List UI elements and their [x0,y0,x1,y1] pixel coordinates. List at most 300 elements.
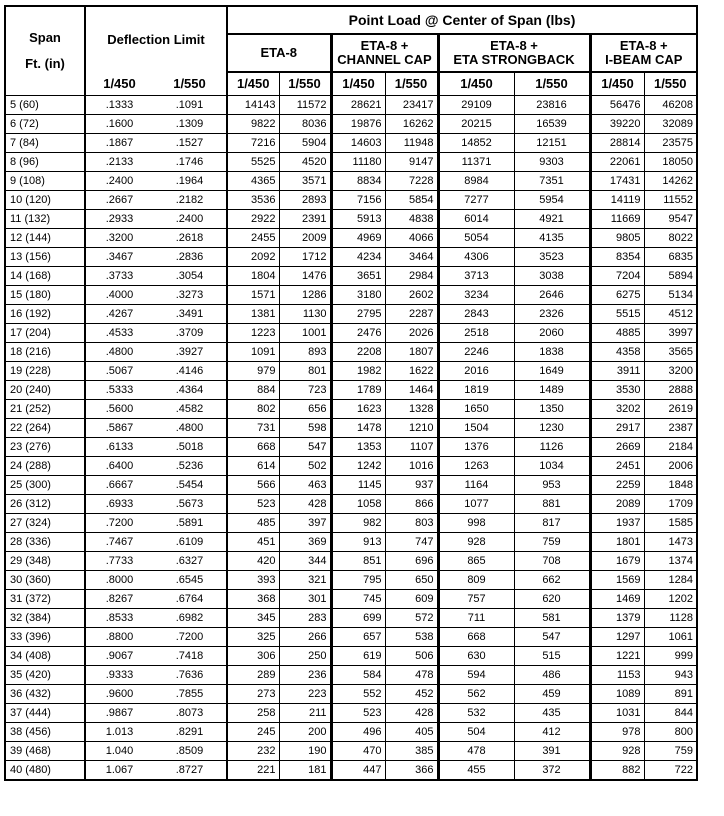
strongback-450-cell: 1819 [438,381,514,400]
table-row [5,210,697,229]
ibeam-cap-550-cell: 6835 [644,248,697,267]
channel-cap-550-cell: 1016 [385,457,438,476]
channel-cap-550-cell: 478 [385,666,438,685]
deflection-550-cell: .1309 [153,115,227,134]
deflection-450-cell: .6133 [85,438,153,457]
ibeam-cap-450-cell: 22061 [590,153,644,172]
strongback-550-cell: 4135 [514,229,590,248]
ratio-header-eta8-450: 1/450 [227,72,279,96]
strongback-550-cell: 9303 [514,153,590,172]
eta8-450-cell: 1381 [227,305,279,324]
span-cell: 19 (228) [5,362,85,381]
channel-cap-450-cell: 1058 [331,495,385,514]
eta8-450-cell: 289 [227,666,279,685]
strongback-550-cell: 1230 [514,419,590,438]
table-row [5,286,697,305]
ibeam-cap-450-cell: 1679 [590,552,644,571]
channel-cap-450-cell: 4234 [331,248,385,267]
deflection-450-cell: .3200 [85,229,153,248]
deflection-450-cell: .5067 [85,362,153,381]
span-cell: 9 (108) [5,172,85,191]
eta8-550-cell: 463 [279,476,331,495]
channel-cap-550-cell: 2602 [385,286,438,305]
strongback-450-cell: 6014 [438,210,514,229]
table-body [5,96,697,781]
table-row [5,704,697,723]
strongback-450-cell: 928 [438,533,514,552]
deflection-550-cell: .6982 [153,609,227,628]
strongback-550-cell: 620 [514,590,590,609]
strongback-550-cell: 1350 [514,400,590,419]
table-row [5,191,697,210]
eta8-550-cell: 1130 [279,305,331,324]
eta8-550-cell: 223 [279,685,331,704]
strongback-450-cell: 1650 [438,400,514,419]
ibeam-cap-550-cell: 2619 [644,400,697,419]
eta8-450-cell: 368 [227,590,279,609]
eta8-550-cell: 598 [279,419,331,438]
strongback-450-cell: 478 [438,742,514,761]
eta8-550-cell: 211 [279,704,331,723]
strongback-450-cell: 2518 [438,324,514,343]
eta8-450-cell: 306 [227,647,279,666]
strongback-450-cell: 562 [438,685,514,704]
group-header-eta-strongback [438,34,590,72]
ibeam-cap-450-cell: 5515 [590,305,644,324]
strongback-450-cell: 594 [438,666,514,685]
ibeam-cap-550-cell: 2888 [644,381,697,400]
deflection-450-cell: 1.013 [85,723,153,742]
ibeam-cap-550-cell: 844 [644,704,697,723]
eta8-550-cell: 893 [279,343,331,362]
channel-cap-550-cell: 937 [385,476,438,495]
channel-cap-550-cell: 866 [385,495,438,514]
eta8-550-cell: 283 [279,609,331,628]
channel-cap-550-cell: 23417 [385,96,438,115]
eta8-450-cell: 5525 [227,153,279,172]
channel-cap-450-cell: 699 [331,609,385,628]
deflection-550-cell: .1527 [153,134,227,153]
eta8-450-cell: 3536 [227,191,279,210]
eta8-450-cell: 1223 [227,324,279,343]
ratio-header-strongback-450: 1/450 [438,72,514,96]
strongback-550-cell: 7351 [514,172,590,191]
strongback-450-cell: 3234 [438,286,514,305]
deflection-450-cell: .4800 [85,343,153,362]
eta8-450-cell: 4365 [227,172,279,191]
strongback-450-cell: 998 [438,514,514,533]
span-cell: 6 (72) [5,115,85,134]
channel-cap-450-cell: 470 [331,742,385,761]
deflection-550-cell: .4582 [153,400,227,419]
ibeam-cap-550-cell: 5134 [644,286,697,305]
channel-cap-550-cell: 3464 [385,248,438,267]
deflection-550-cell: .8291 [153,723,227,742]
deflection-550-cell: .4146 [153,362,227,381]
eta8-550-cell: 236 [279,666,331,685]
eta8-450-cell: 393 [227,571,279,590]
eta8-550-cell: 8036 [279,115,331,134]
ibeam-cap-550-cell: 2387 [644,419,697,438]
deflection-450-cell: .6933 [85,495,153,514]
channel-cap-550-cell: 9147 [385,153,438,172]
strongback-550-cell: 3523 [514,248,590,267]
eta8-450-cell: 979 [227,362,279,381]
channel-cap-450-cell: 1242 [331,457,385,476]
strongback-550-cell: 581 [514,609,590,628]
ibeam-cap-550-cell: 4512 [644,305,697,324]
strongback-450-cell: 2016 [438,362,514,381]
eta8-550-cell: 428 [279,495,331,514]
group-header-eta8 [227,34,331,72]
eta8-550-cell: 1001 [279,324,331,343]
span-cell: 18 (216) [5,343,85,362]
channel-cap-450-cell: 19876 [331,115,385,134]
ibeam-cap-450-cell: 2451 [590,457,644,476]
eta8-550-cell: 502 [279,457,331,476]
ibeam-cap-450-cell: 3530 [590,381,644,400]
group-ibeam-line2: I-BEAM CAP [605,52,683,67]
deflection-550-cell: .2618 [153,229,227,248]
table-row [5,571,697,590]
span-cell: 39 (468) [5,742,85,761]
channel-cap-550-cell: 803 [385,514,438,533]
table-row [5,134,697,153]
ibeam-cap-550-cell: 3997 [644,324,697,343]
table-row [5,419,697,438]
ibeam-cap-550-cell: 1202 [644,590,697,609]
deflection-limit-header: Deflection Limit [85,6,227,72]
deflection-450-cell: .2400 [85,172,153,191]
eta8-550-cell: 1476 [279,267,331,286]
ibeam-cap-450-cell: 1569 [590,571,644,590]
deflection-550-cell: .3273 [153,286,227,305]
strongback-450-cell: 7277 [438,191,514,210]
channel-cap-450-cell: 14603 [331,134,385,153]
deflection-450-cell: .7467 [85,533,153,552]
channel-cap-550-cell: 650 [385,571,438,590]
deflection-550-cell: .6109 [153,533,227,552]
table-row [5,267,697,286]
span-cell: 38 (456) [5,723,85,742]
channel-cap-450-cell: 1478 [331,419,385,438]
span-cell: 11 (132) [5,210,85,229]
channel-cap-450-cell: 795 [331,571,385,590]
channel-cap-550-cell: 405 [385,723,438,742]
strongback-450-cell: 1077 [438,495,514,514]
table-row [5,628,697,647]
table-row [5,229,697,248]
eta8-450-cell: 9822 [227,115,279,134]
ibeam-cap-550-cell: 3200 [644,362,697,381]
ibeam-cap-450-cell: 4885 [590,324,644,343]
eta8-550-cell: 266 [279,628,331,647]
channel-cap-550-cell: 2026 [385,324,438,343]
ibeam-cap-450-cell: 928 [590,742,644,761]
channel-cap-550-cell: 452 [385,685,438,704]
deflection-550-cell: .2182 [153,191,227,210]
channel-cap-450-cell: 1789 [331,381,385,400]
strongback-450-cell: 20215 [438,115,514,134]
ibeam-cap-550-cell: 14262 [644,172,697,191]
strongback-550-cell: 4921 [514,210,590,229]
channel-cap-550-cell: 385 [385,742,438,761]
eta8-550-cell: 2893 [279,191,331,210]
strongback-550-cell: 412 [514,723,590,742]
channel-cap-450-cell: 657 [331,628,385,647]
channel-cap-450-cell: 1982 [331,362,385,381]
channel-cap-550-cell: 366 [385,761,438,781]
table-row [5,514,697,533]
eta8-550-cell: 723 [279,381,331,400]
deflection-450-cell: 1.040 [85,742,153,761]
span-cell: 33 (396) [5,628,85,647]
eta8-550-cell: 190 [279,742,331,761]
strongback-550-cell: 1034 [514,457,590,476]
table-row [5,666,697,685]
eta8-450-cell: 451 [227,533,279,552]
ibeam-cap-550-cell: 11552 [644,191,697,210]
deflection-550-cell: .3054 [153,267,227,286]
eta8-450-cell: 668 [227,438,279,457]
ibeam-cap-450-cell: 39220 [590,115,644,134]
ratio-header-deflection-550: 1/550 [153,72,227,96]
ibeam-cap-550-cell: 759 [644,742,697,761]
ratio-header-ibeam-550: 1/550 [644,72,697,96]
ibeam-cap-550-cell: 1585 [644,514,697,533]
strongback-550-cell: 2326 [514,305,590,324]
eta8-450-cell: 7216 [227,134,279,153]
channel-cap-450-cell: 2476 [331,324,385,343]
deflection-450-cell: .8000 [85,571,153,590]
channel-cap-450-cell: 3651 [331,267,385,286]
eta8-450-cell: 485 [227,514,279,533]
ibeam-cap-450-cell: 1089 [590,685,644,704]
ibeam-cap-450-cell: 11669 [590,210,644,229]
ibeam-cap-550-cell: 3565 [644,343,697,362]
channel-cap-450-cell: 745 [331,590,385,609]
span-header-line2: Ft. (in) [25,56,65,71]
ibeam-cap-550-cell: 5894 [644,267,697,286]
eta8-550-cell: 344 [279,552,331,571]
deflection-550-cell: .4364 [153,381,227,400]
deflection-550-cell: .5018 [153,438,227,457]
strongback-450-cell: 1376 [438,438,514,457]
table-row [5,115,697,134]
span-cell: 17 (204) [5,324,85,343]
ibeam-cap-550-cell: 9547 [644,210,697,229]
group-strongback-line2: ETA STRONGBACK [453,52,575,67]
channel-cap-550-cell: 1464 [385,381,438,400]
channel-cap-550-cell: 16262 [385,115,438,134]
ibeam-cap-450-cell: 8354 [590,248,644,267]
channel-cap-450-cell: 1623 [331,400,385,419]
table-row [5,381,697,400]
table-row [5,685,697,704]
channel-cap-450-cell: 851 [331,552,385,571]
strongback-450-cell: 757 [438,590,514,609]
group-header-channel-cap [331,34,438,72]
strongback-550-cell: 372 [514,761,590,781]
deflection-450-cell: .8533 [85,609,153,628]
strongback-450-cell: 865 [438,552,514,571]
table-row [5,172,697,191]
deflection-450-cell: .7733 [85,552,153,571]
eta8-550-cell: 1712 [279,248,331,267]
deflection-450-cell: .5333 [85,381,153,400]
deflection-450-cell: .3733 [85,267,153,286]
ibeam-cap-450-cell: 2917 [590,419,644,438]
strongback-550-cell: 953 [514,476,590,495]
strongback-450-cell: 2246 [438,343,514,362]
ibeam-cap-450-cell: 2669 [590,438,644,457]
span-cell: 24 (288) [5,457,85,476]
strongback-550-cell: 16539 [514,115,590,134]
table-row [5,723,697,742]
channel-cap-450-cell: 2208 [331,343,385,362]
eta8-450-cell: 1804 [227,267,279,286]
table-row [5,609,697,628]
deflection-550-cell: .7855 [153,685,227,704]
ibeam-cap-550-cell: 1284 [644,571,697,590]
deflection-450-cell: .6400 [85,457,153,476]
deflection-550-cell: .8073 [153,704,227,723]
eta8-450-cell: 273 [227,685,279,704]
deflection-550-cell: .8727 [153,761,227,781]
ratio-header-strongback-550: 1/550 [514,72,590,96]
deflection-450-cell: 1.067 [85,761,153,781]
group-eta8-line1: ETA-8 [260,45,298,60]
span-cell: 26 (312) [5,495,85,514]
channel-cap-450-cell: 913 [331,533,385,552]
point-load-table [4,5,698,781]
deflection-550-cell: .8509 [153,742,227,761]
eta8-450-cell: 2092 [227,248,279,267]
span-column-header [5,6,85,96]
channel-cap-450-cell: 447 [331,761,385,781]
strongback-450-cell: 14852 [438,134,514,153]
eta8-550-cell: 4520 [279,153,331,172]
eta8-550-cell: 11572 [279,96,331,115]
channel-cap-450-cell: 28621 [331,96,385,115]
eta8-450-cell: 345 [227,609,279,628]
channel-cap-550-cell: 5854 [385,191,438,210]
deflection-450-cell: .1600 [85,115,153,134]
ibeam-cap-550-cell: 2184 [644,438,697,457]
channel-cap-450-cell: 523 [331,704,385,723]
table-row [5,248,697,267]
channel-cap-450-cell: 1353 [331,438,385,457]
eta8-550-cell: 181 [279,761,331,781]
deflection-550-cell: .3927 [153,343,227,362]
strongback-550-cell: 881 [514,495,590,514]
eta8-550-cell: 547 [279,438,331,457]
eta8-450-cell: 523 [227,495,279,514]
table-row [5,495,697,514]
span-cell: 10 (120) [5,191,85,210]
deflection-550-cell: .7418 [153,647,227,666]
strongback-450-cell: 455 [438,761,514,781]
strongback-550-cell: 817 [514,514,590,533]
deflection-450-cell: .3467 [85,248,153,267]
ibeam-cap-450-cell: 3911 [590,362,644,381]
strongback-450-cell: 1263 [438,457,514,476]
ibeam-cap-550-cell: 891 [644,685,697,704]
eta8-550-cell: 656 [279,400,331,419]
table-row [5,457,697,476]
strongback-550-cell: 12151 [514,134,590,153]
strongback-450-cell: 1504 [438,419,514,438]
span-cell: 12 (144) [5,229,85,248]
group-ibeam-line1: ETA-8 + [619,38,668,53]
eta8-450-cell: 232 [227,742,279,761]
span-cell: 21 (252) [5,400,85,419]
span-cell: 22 (264) [5,419,85,438]
ibeam-cap-550-cell: 943 [644,666,697,685]
span-cell: 28 (336) [5,533,85,552]
deflection-450-cell: .8267 [85,590,153,609]
deflection-450-cell: .1867 [85,134,153,153]
channel-cap-450-cell: 7156 [331,191,385,210]
strongback-450-cell: 630 [438,647,514,666]
deflection-450-cell: .9867 [85,704,153,723]
span-cell: 37 (444) [5,704,85,723]
table-row [5,362,697,381]
strongback-550-cell: 2060 [514,324,590,343]
channel-cap-450-cell: 2795 [331,305,385,324]
deflection-550-cell: .1964 [153,172,227,191]
span-cell: 13 (156) [5,248,85,267]
strongback-450-cell: 2843 [438,305,514,324]
table-row [5,343,697,362]
span-cell: 40 (480) [5,761,85,781]
deflection-450-cell: .2933 [85,210,153,229]
ratio-header-channel-550: 1/550 [385,72,438,96]
eta8-450-cell: 245 [227,723,279,742]
ibeam-cap-550-cell: 999 [644,647,697,666]
channel-cap-450-cell: 496 [331,723,385,742]
ibeam-cap-450-cell: 978 [590,723,644,742]
span-cell: 29 (348) [5,552,85,571]
ibeam-cap-450-cell: 1379 [590,609,644,628]
channel-cap-450-cell: 4969 [331,229,385,248]
ibeam-cap-450-cell: 3202 [590,400,644,419]
strongback-450-cell: 4306 [438,248,514,267]
ibeam-cap-550-cell: 18050 [644,153,697,172]
span-cell: 31 (372) [5,590,85,609]
ibeam-cap-550-cell: 1374 [644,552,697,571]
ibeam-cap-550-cell: 800 [644,723,697,742]
strongback-550-cell: 1126 [514,438,590,457]
ibeam-cap-450-cell: 17431 [590,172,644,191]
strongback-550-cell: 662 [514,571,590,590]
deflection-450-cell: .4533 [85,324,153,343]
span-cell: 7 (84) [5,134,85,153]
span-cell: 5 (60) [5,96,85,115]
table-row [5,476,697,495]
channel-cap-550-cell: 1622 [385,362,438,381]
table-row [5,742,697,761]
strongback-450-cell: 11371 [438,153,514,172]
eta8-550-cell: 2391 [279,210,331,229]
table-row [5,324,697,343]
deflection-450-cell: .6667 [85,476,153,495]
table-row [5,400,697,419]
deflection-550-cell: .5236 [153,457,227,476]
span-cell: 15 (180) [5,286,85,305]
strongback-550-cell: 708 [514,552,590,571]
strongback-450-cell: 29109 [438,96,514,115]
